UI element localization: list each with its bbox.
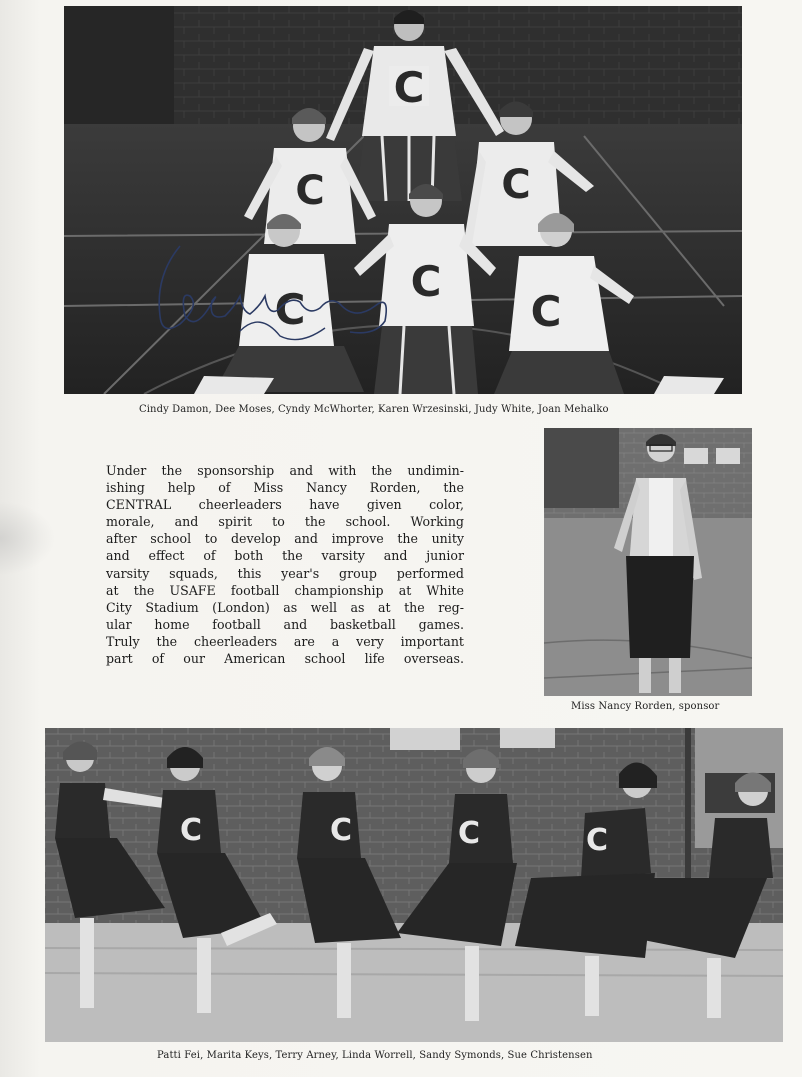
- body-line: City Stadium (London) as well as at the reg-: [106, 599, 464, 615]
- body-line: at the USAFE football championship at White: [106, 582, 464, 598]
- sweater-letter: C: [295, 168, 325, 214]
- body-line: CENTRAL cheerleaders have given color,: [106, 497, 464, 513]
- body-line: part of our American school life overseas.: [106, 651, 464, 667]
- sweater-letter: C: [501, 162, 531, 208]
- sweater-letter: C: [457, 816, 481, 851]
- sponsorship-paragraph: [106, 462, 464, 667]
- caption-sponsor-photo: Miss Nancy Rorden, sponsor: [571, 701, 720, 712]
- kick-line-photo-graphic: [45, 728, 783, 1042]
- sweater-letter: C: [585, 823, 609, 858]
- sponsor-portrait-photo: [544, 428, 752, 696]
- sweater-letter: C: [329, 813, 353, 848]
- sweater-letter: C: [179, 813, 203, 848]
- body-line: ular home football and basketball games.: [106, 616, 464, 632]
- body-line: and effect of both the varsity and junior: [106, 548, 464, 564]
- body-line: varsity squads, this year's group performed: [106, 565, 464, 581]
- body-line: Under the sponsorship and with the undimin-: [106, 463, 464, 478]
- caption-top-photo: Cindy Damon, Dee Moses, Cyndy McWhorter, Karen Wrzesinski, Judy White, Joan Mehalko: [139, 404, 609, 415]
- sweater-letter: C: [393, 63, 425, 112]
- sweater-letter: C: [274, 285, 306, 334]
- sweater-letter: C: [410, 257, 442, 306]
- body-line: ishing help of Miss Nancy Rorden, the: [106, 480, 464, 496]
- pyramid-photo-graphic: [64, 6, 742, 394]
- cheerleaders-kick-line-photo: [45, 728, 783, 1042]
- caption-bottom-photo: Patti Fei, Marita Keys, Terry Arney, Linda Worrell, Sandy Symonds, Sue Christensen: [157, 1050, 593, 1061]
- sweater-letter: C: [530, 287, 562, 336]
- body-line: morale, and spirit to the school. Working: [106, 514, 464, 530]
- cheerleaders-pyramid-photo: [64, 6, 742, 394]
- body-line: Truly the cheerleaders are a very important: [106, 633, 464, 649]
- body-line: after school to develop and improve the unity: [106, 531, 464, 547]
- sponsor-photo-graphic: [544, 428, 752, 696]
